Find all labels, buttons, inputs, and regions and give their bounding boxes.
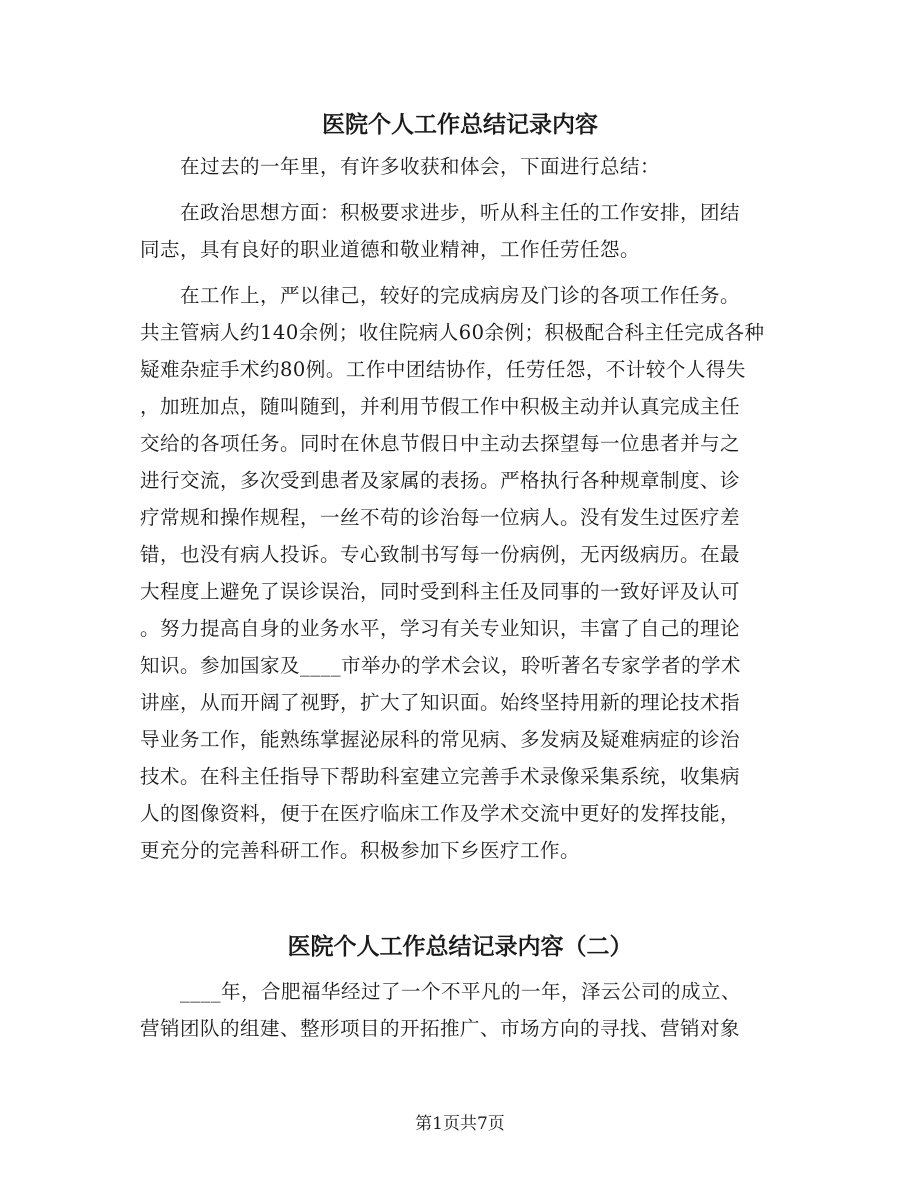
paragraph-line: 交给的各项任务。同时在休息节假日中主动去探望每一位患者并与之 <box>140 432 741 455</box>
paragraph-line: 知识。参加国家及____市举办的学术会议，聆听著名专家学者的学术 <box>140 654 742 677</box>
document-title: 医院个人工作总结记录内容 <box>322 112 598 138</box>
paragraph-line: 疑难杂症手术约80例。工作中团结协作，任劳任怨，不计较个人得失 <box>140 358 746 381</box>
page-footer: 第1页共7页 <box>415 1114 505 1134</box>
paragraph-line: 在工作上，严以律己，较好的完成病房及门诊的各项工作任务。 <box>180 284 741 307</box>
paragraph-line: 在政治思想方面：积极要求进步，听从科主任的工作安排，团结 <box>180 201 741 224</box>
paragraph-line: 疗常规和操作规程，一丝不苟的诊治每一位病人。没有发生过医疗差 <box>140 506 741 529</box>
paragraph-line: 技术。在科主任指导下帮助科室建立完善手术录像采集系统，收集病 <box>140 765 741 788</box>
paragraph-line: 同志，具有良好的职业道德和敬业精神，工作任劳任怨。 <box>140 238 641 261</box>
paragraph-line: ____年，合肥福华经过了一个不平凡的一年，泽云公司的成立、 <box>180 980 742 1003</box>
paragraph-line: 进行交流，多次受到患者及家属的表扬。严格执行各种规章制度、诊 <box>140 469 741 492</box>
paragraph-line: ，加班加点，随叫随到，并利用节假工作中积极主动并认真完成主任 <box>140 395 741 418</box>
paragraph-line: 错，也没有病人投诉。专心致制书写每一份病例，无丙级病历。在最 <box>140 543 741 566</box>
paragraph-line: 导业务工作，能熟练掌握泌尿科的常见病、多发病及疑难病症的诊治 <box>140 728 741 751</box>
paragraph-line: 讲座，从而开阔了视野，扩大了知识面。始终坚持用新的理论技术指 <box>140 691 741 714</box>
paragraph-line: 人的图像资料，便于在医疗临床工作及学术交流中更好的发挥技能， <box>140 802 741 825</box>
paragraph-line: 大程度上避免了误诊误治，同时受到科主任及同事的一致好评及认可 <box>140 580 741 603</box>
paragraph-line: 。努力提高自身的业务水平，学习有关专业知识，丰富了自己的理论 <box>140 617 741 640</box>
section-title: 医院个人工作总结记录内容（二） <box>287 934 633 960</box>
paragraph-line: 营销团队的组建、整形项目的开拓推广、市场方向的寻找、营销对象 <box>140 1017 741 1040</box>
paragraph-line: 在过去的一年里，有许多收获和体会，下面进行总结： <box>180 155 661 178</box>
paragraph-line: 共主管病人约140余例；收住院病人60余例；积极配合科主任完成各种 <box>140 321 765 344</box>
paragraph-line: 更充分的完善科研工作。积极参加下乡医疗工作。 <box>140 839 581 862</box>
